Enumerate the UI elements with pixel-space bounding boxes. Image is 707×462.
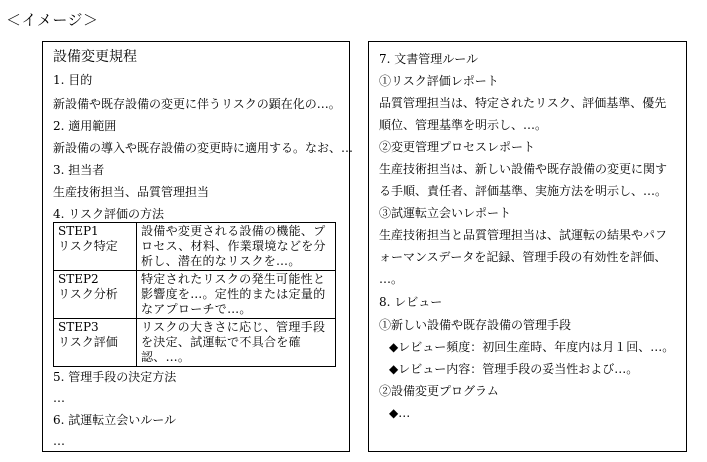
review-1-heading: ①新しい設備や既存設備の管理手段: [379, 318, 572, 332]
step-cell: [54, 319, 137, 367]
report-1-heading: ①リスク評価レポート: [379, 74, 499, 88]
step-description: リスクの大きさに応じ、管理手段を決定、試運転で不具合を確認、…。: [137, 319, 336, 367]
section-1-heading: 1. 目的: [53, 73, 93, 87]
step-description: 設備や変更される設備の機能、プロセス、材料、作業環境などを分析し、潜在的なリスクを…。: [137, 223, 336, 271]
table-row: [54, 271, 336, 319]
step-label: STEP2: [58, 272, 99, 286]
section-8-heading: 8. レビュー: [379, 295, 443, 309]
step-name: リスク分析: [58, 287, 118, 301]
section-4-heading: 4. リスク評価の方法: [53, 207, 165, 221]
step-name: リスク特定: [58, 239, 118, 253]
section-3-text: 生産技術担当、品質管理担当: [53, 185, 210, 199]
risk-evaluation-table: [53, 222, 336, 367]
report-3-line-3: …。: [379, 272, 404, 286]
section-3-heading: 3. 担当者: [53, 163, 105, 177]
step-label: STEP1: [58, 224, 99, 238]
report-2-heading: ②変更管理プロセスレポート: [379, 140, 536, 154]
step-label: STEP3: [58, 320, 99, 334]
right-document-panel: [368, 41, 687, 452]
section-1-text: 新設備や既存設備の変更に伴うリスクの顕在化の…。: [53, 97, 341, 111]
section-6-text: …: [53, 434, 65, 448]
report-3-line-1: 生産技術担当と品質管理担当は、試運転の結果やパフ: [379, 228, 668, 242]
step-description: 特定されたリスクの発生可能性と影響度を…。定性的または定量的なアプローチで…。: [137, 271, 336, 319]
review-1-bullet-2: ◆レビュー内容：管理手段の妥当性および…。: [389, 362, 639, 376]
section-7-heading: 7. 文書管理ルール: [379, 52, 479, 66]
section-2-heading: 2. 適用範囲: [53, 119, 117, 133]
step-name: リスク評価: [58, 335, 118, 349]
table-row: [54, 223, 336, 271]
document-title: 設備変更規程: [53, 49, 137, 65]
review-2-bullet-1: ◆…: [389, 406, 411, 420]
report-3-heading: ③試運転立会いレポート: [379, 206, 512, 220]
section-2-text: 新設備の導入や既存設備の変更時に適用する。なお、…: [53, 141, 354, 155]
review-2-heading: ②設備変更プログラム: [379, 384, 499, 398]
image-caption: ＜イメージ＞: [6, 11, 99, 29]
report-1-line-2: 順位、管理基準を明示し、…。: [379, 118, 548, 132]
report-1-line-1: 品質管理担当は、特定されたリスク、評価基準、優先: [379, 96, 667, 110]
table-row: [54, 319, 336, 367]
step-cell: [54, 223, 137, 271]
report-2-line-2: る手順、責任者、評価基準、実施方法を明示し、…。: [379, 184, 668, 198]
section-5-heading: 5. 管理手段の決定方法: [53, 370, 177, 384]
report-3-line-2: ォーマンスデータを記録、管理手段の有効性を評価、: [379, 250, 667, 264]
section-5-text: …: [53, 391, 65, 405]
step-cell: [54, 271, 137, 319]
left-document-panel: [42, 41, 354, 452]
review-1-bullet-1: ◆レビュー頻度：初回生産時、年度内は月１回、…。: [389, 340, 675, 354]
report-2-line-1: 生産技術担当は、新しい設備や既存設備の変更に関す: [379, 162, 668, 176]
section-6-heading: 6. 試運転立会いルール: [53, 413, 177, 427]
